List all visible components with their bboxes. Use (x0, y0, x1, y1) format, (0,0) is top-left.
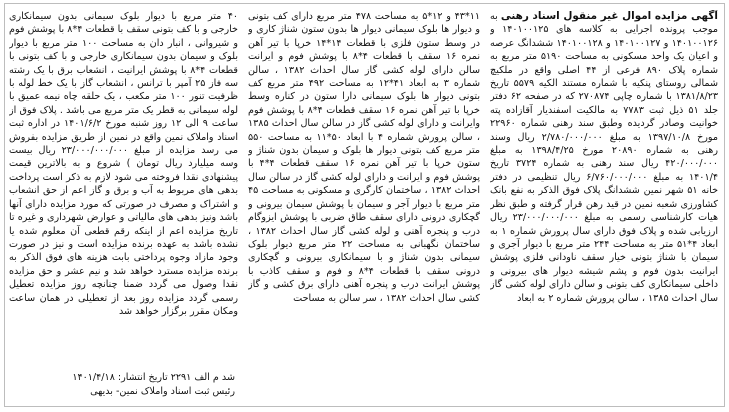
notice-column-left (9, 10, 238, 402)
notice-body-right: به موجب پرونده اجرایی به کلاسه های ۱۴۰۱۰۰۱۲۵ و ۱۴۰۱۰۰۱۲۶ و ۱۴۰۱۰۰۱۲۷ و ۱۴۰۱۰۰۱۲۸ ششدانگ عرصه و اعیان یک واحد مسکونی به مساحت ۵۱۹۰ متر مربع به شماره پلاک ۸۹۰ فرعی از ۴۴ اصلی واقع در ملکیچ شمالی روستای پنکیه با شماره مستند الکیه ۵۵۷۹ تاریخ ۱۳۸۱/۸/۲۳ با شماره چاپی ۲۷۰۸۷۴ که در صفحه ۶۲ دفتر جلد ۵۱ ذیل ثبت ۷۷۸۳ به مالکیت اسفندیار آقازاده پته خوانیت وصادر گردیده وطبق سند رهنی شماره ۲۲۹۶۰ مورخ ۱۳۹۷/۱۰/۸ به مبلغ ۲/۷۸۰/۰۰۰/۰۰۰ ریال وسند رهنی به شماره ۲۰۸۹۰ مورخ ۱۳۹۸/۴/۲۵ به مبلغ ۴۲۰/۰۰۰/۰۰۰ ریال سند رهنی به شماره ۳۷۲۴ تاریخ ۱۴۰۱/۴ به مبلغ ۶/۷۶۰/۰۰۰/۰۰۰ ریال تنظیمی در دفتر خانه ۵۱ شهر نمین ششدانگ پلاک فوق الذکر به نفع بانک کشاورزی شعبه نمین در قید رهن قرار گرفته و طبق نظر هیات کارشناسی رسمی به مبلغ ۲۳/۰۰۰/۰۰۰/۰۰۰ ریال ارزیابی شده و پلاک فوق دارای سال پرورش شماره ۱ به ابعاد ۴*۵۱ متر به مساحت ۲۴۴ متر مربع با دیوار آجری و سیمان با شناژ بتونی خیار سقف ناودانی فلزی پوشش ایرانیت بدون فوم و پشم شیشه دیوار های بیرونی و داخلی سیمانکاری کف بتونی و سالن دارای لوله کشی گاز سال احداث ۱۳۸۵ ، سالن پرورش شماره ۲ به ابعاد (490, 11, 718, 304)
notice-body-middle: ۱۱*۴۳ و ۱۲*۵ به مساحت ۴۷۸ متر مربع دارای کف بتونی و دیوار ها بلوک سیمانی دیوار ها بدون ستون شناژ کاری و در وسط ستون فلزی با قطعات ۱۴*۱۴ خرپا با تیر آهن نمره ۱۶ سقف با قطعات ۴*۸ با پوشش فوم و ایرانت سالن دارای لوله کشی گاز سال احداث ۱۳۸۲ ، سالن شماره ۳ به ابعاد ۴۱*۱۲ به مساحت ۴۹۲ متر مربع کف بتونی دیوار ها بلوک سیمانی دارا ستون در کناره وسط خرپا با تیر آهن نمره ۱۶ سقف قطعات ۴*۸ با پوشش فوم وایرانت و دارای لوله کشی گاز در سالن سال احداث ۱۳۸۵ ، سالن پرورش شماره ۴ با ابعاد ۵۰*۱۱ به مساحت ۵۵۰ متر مربع کف بتونی دیوار ها بلوک و سیمان بدون شناژ و ستون خرپا با تیر آهن نمره ۱۶ سقف قطعات ۴*۴ با پوشش فوم و ایرانت و دارای لوله کشی گاز در سالن سال احداث ۱۳۸۲ ، ساختمان کارگری و مسکونی به مساحت ۴۵ متر مربع با دیوار آجر و سیمان با پوشش سیمان بیرونی و گچکاری درونی دارای سقف طاق ضربی با پوشش ایزوگام درب و پنجره آهنی و لوله کشی گاز سال احداث ۱۳۸۲ ، ساختمان نگهبانی به مساحت ۲۲ متر مربع دیوار بلوک سیمانی بدون شناژ و با سیمانکاری بیرونی و گچکاری درونی سقف با قطعات ۴*۸ و فوم و سقف کاذب با پوشش ایرانت درب و پنجره آهنی دارای برق کشی و گاز کشی سال احداث ۱۳۸۲ ، سر سالن به مساحت (248, 11, 480, 304)
auction-notice (4, 3, 725, 407)
notice-column-middle (248, 10, 480, 402)
signatory: رئیس ثبت اسناد واملاک نمین- بدیهی (90, 385, 235, 397)
notice-body-left: ۴۰ متر مربع با دیوار بلوک سیمانی بدون سیمانکاری خارجی و با کف بتونی سقف با قطعات ۴*۸ با پوشش فوم و شیروانی ، انبار دان به مساحت ۱۰۰ متر مربع با دیوار بلوک و سیمان بدون سیمانکاری خارجی و با کف بتونی با قطعات ۴*۸ با پوشش ایرانیت ، انشعاب برق با یک رشته سه فاز ۲۵ آمپر با ترانس ، انشعاب گاز با یک خط لوله با ظرفیت تنور ۱۰۰ متر مکعب ، یک حلقه چاه نیمه عمیق با لوله سیمانی به قطر یک متر مربع می باشد . پلاک فوق از ساعت ۹ الی ۱۲ روز شنبه مورخ ۱۴۰۱/۶/۲ در اداره ثبت اسناد واملاک نمین واقع در نمین از طریق مزایده بفروش می رسد مزایده از مبلغ ۲۳/۰۰۰/۰۰۰/۰۰۰ ریال بیست وسه میلیارد ریال تومان ) شروع و به بالاترین قیمت پیشنهادی نقدا فروخته می شود لازم به ذکر است پرداخت بدهی های مربوط به آب و برق و گاز اعم از حق انشعاب و اشتراک و مصرف در صورتی که مورد مزایده دارای آنها باشد ونیز بدهی های مالیاتی و عوارض شهرداری و غیره تا تاریخ مزایده اعم از اینکه رقم قطعی آن معلوم شده یا نشده باشد به عهده برنده مزایده است و نیز در صورت وجود مازاد وجوه پرداختی بابت هزینه های فوق الذکر به برنده مزایده مسترد خواهد شد و نیم عشر و حق مزایده نقدا وصول می گردد ضمنا چنانچه روز مزایده تعطیل رسمی گردد مزایده روز بعد از تعطیلی در همان ساعت ومکان مقرر برگزار خواهد شد (9, 11, 238, 317)
notice-column-right (490, 10, 718, 402)
notice-signature (15, 371, 235, 398)
publication-info: شد م الف ۲۲۹۱ تاریخ انتشار: ۱۴۰۱/۴/۱۸ (72, 372, 235, 384)
notice-title: آگهی مزایده اموال غیر منقول اسناد رهنی (500, 10, 718, 22)
